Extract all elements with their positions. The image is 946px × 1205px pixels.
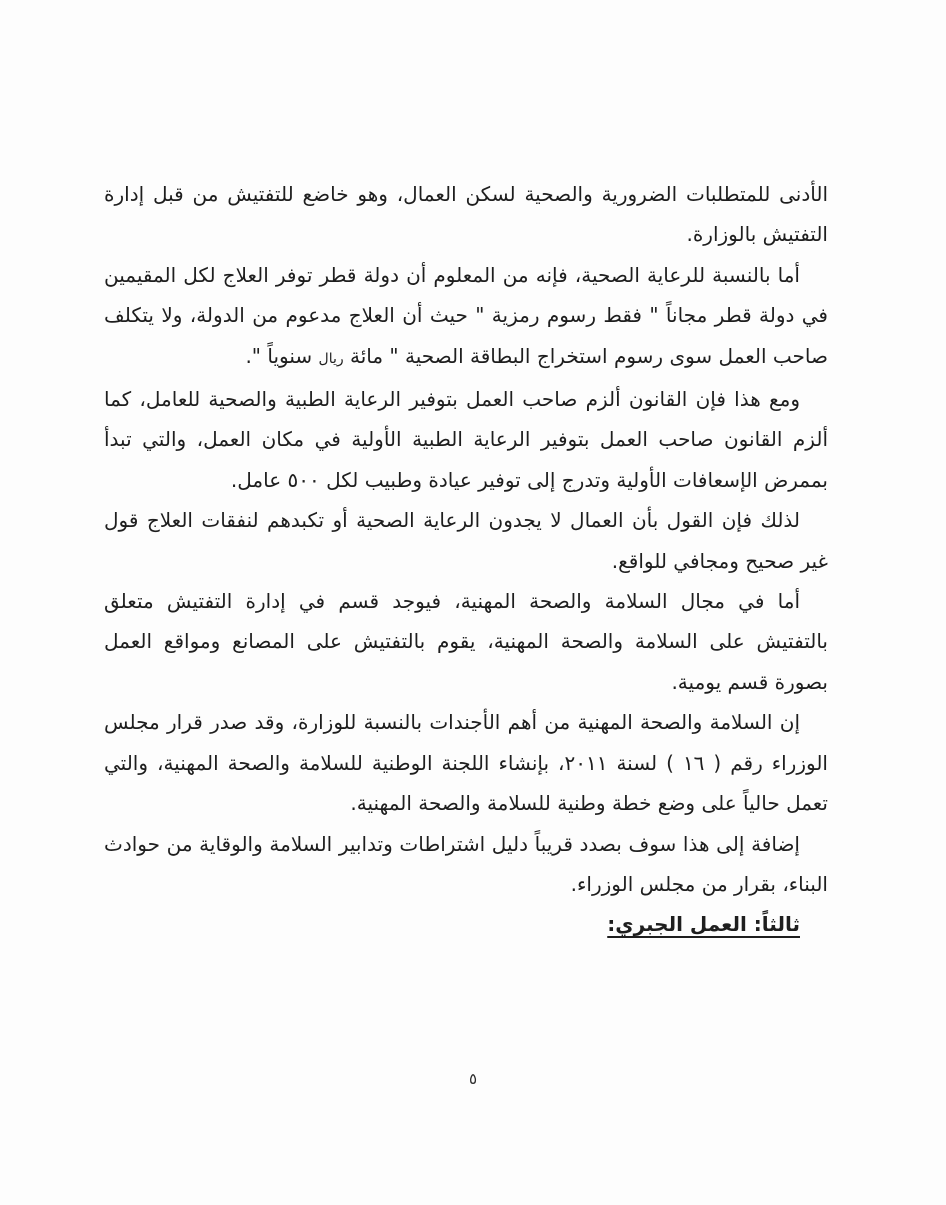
paragraph-inspection-department: أما في مجال السلامة والصحة المهنية، فيوجد قسم في إدارة التفتيش متعلق بالتفتيش على السلامة والصحة المهنية، يقوم بالتفتيش على المصانع ومواقع العمل بصورة قسم يومية. — [104, 589, 828, 694]
section-heading-forced-labor — [104, 904, 828, 944]
riyal-small-word: ريال — [318, 350, 344, 367]
paragraph-rebuttal: لذلك فإن القول بأن العمال لا يجدون الرعاية الصحية أو تكبدهم لنفقات العلاج قول غير صحيح ومجافي للواقع. — [104, 508, 828, 573]
paragraph-continuation: الأدنى للمتطلبات الضرورية والصحية لسكن العمال، وهو خاضع للتفتيش من قبل إدارة التفتيش بالوزارة. — [104, 182, 828, 247]
document-body — [104, 174, 828, 945]
section-heading-text: ثالثاً: العمل الجبري: — [607, 912, 800, 937]
paragraph-health-care — [104, 255, 828, 379]
paragraph-national-committee: إن السلامة والصحة المهنية من أهم الأجندات بالنسبة للوزارة، وقد صدر قرار مجلس الوزراء رقم ( ١٦ ) لسنة ٢٠١١، بإنشاء اللجنة الوطنية للسلامة والصحة المهنية، والتي تعمل حالياً على وضع خطة وطنية للسلامة والصحة المهنية. — [104, 710, 828, 816]
page-number: ٥ — [468, 1070, 478, 1088]
paragraph-text-segment: سنوياً ". — [245, 343, 319, 368]
paragraph-construction-safety-guide: إضافة إلى هذا سوف بصدد قريباً دليل اشتراطات وتدابير السلامة والوقاية من حوادث البناء، بقرار من مجلس الوزراء. — [104, 831, 828, 896]
paragraph-text-segment: أما بالنسبة للرعاية الصحية، فإنه من المعلوم أن دولة قطر توفر العلاج لكل المقيمين في دولة قطر مجاناً " فقط رسوم رمزية " حيث أن العلاج مدعوم من الدولة، ولا يتكلف صاحب العمل سوى رسوم استخراج البطاقة الصحية " مائة — [104, 262, 828, 368]
paragraph-employer-obligation: ومع هذا فإن القانون ألزم صاحب العمل بتوفير الرعاية الطبية والصحية للعامل، كما ألزم القانون صاحب العمل بتوفير الرعاية الطبية الأولية في مكان العمل، والتي تبدأ بممرض الإسعافات الأولية وتدرج إلى توفير عيادة وطبيب لكل ٥٠٠ عامل. — [104, 387, 828, 492]
